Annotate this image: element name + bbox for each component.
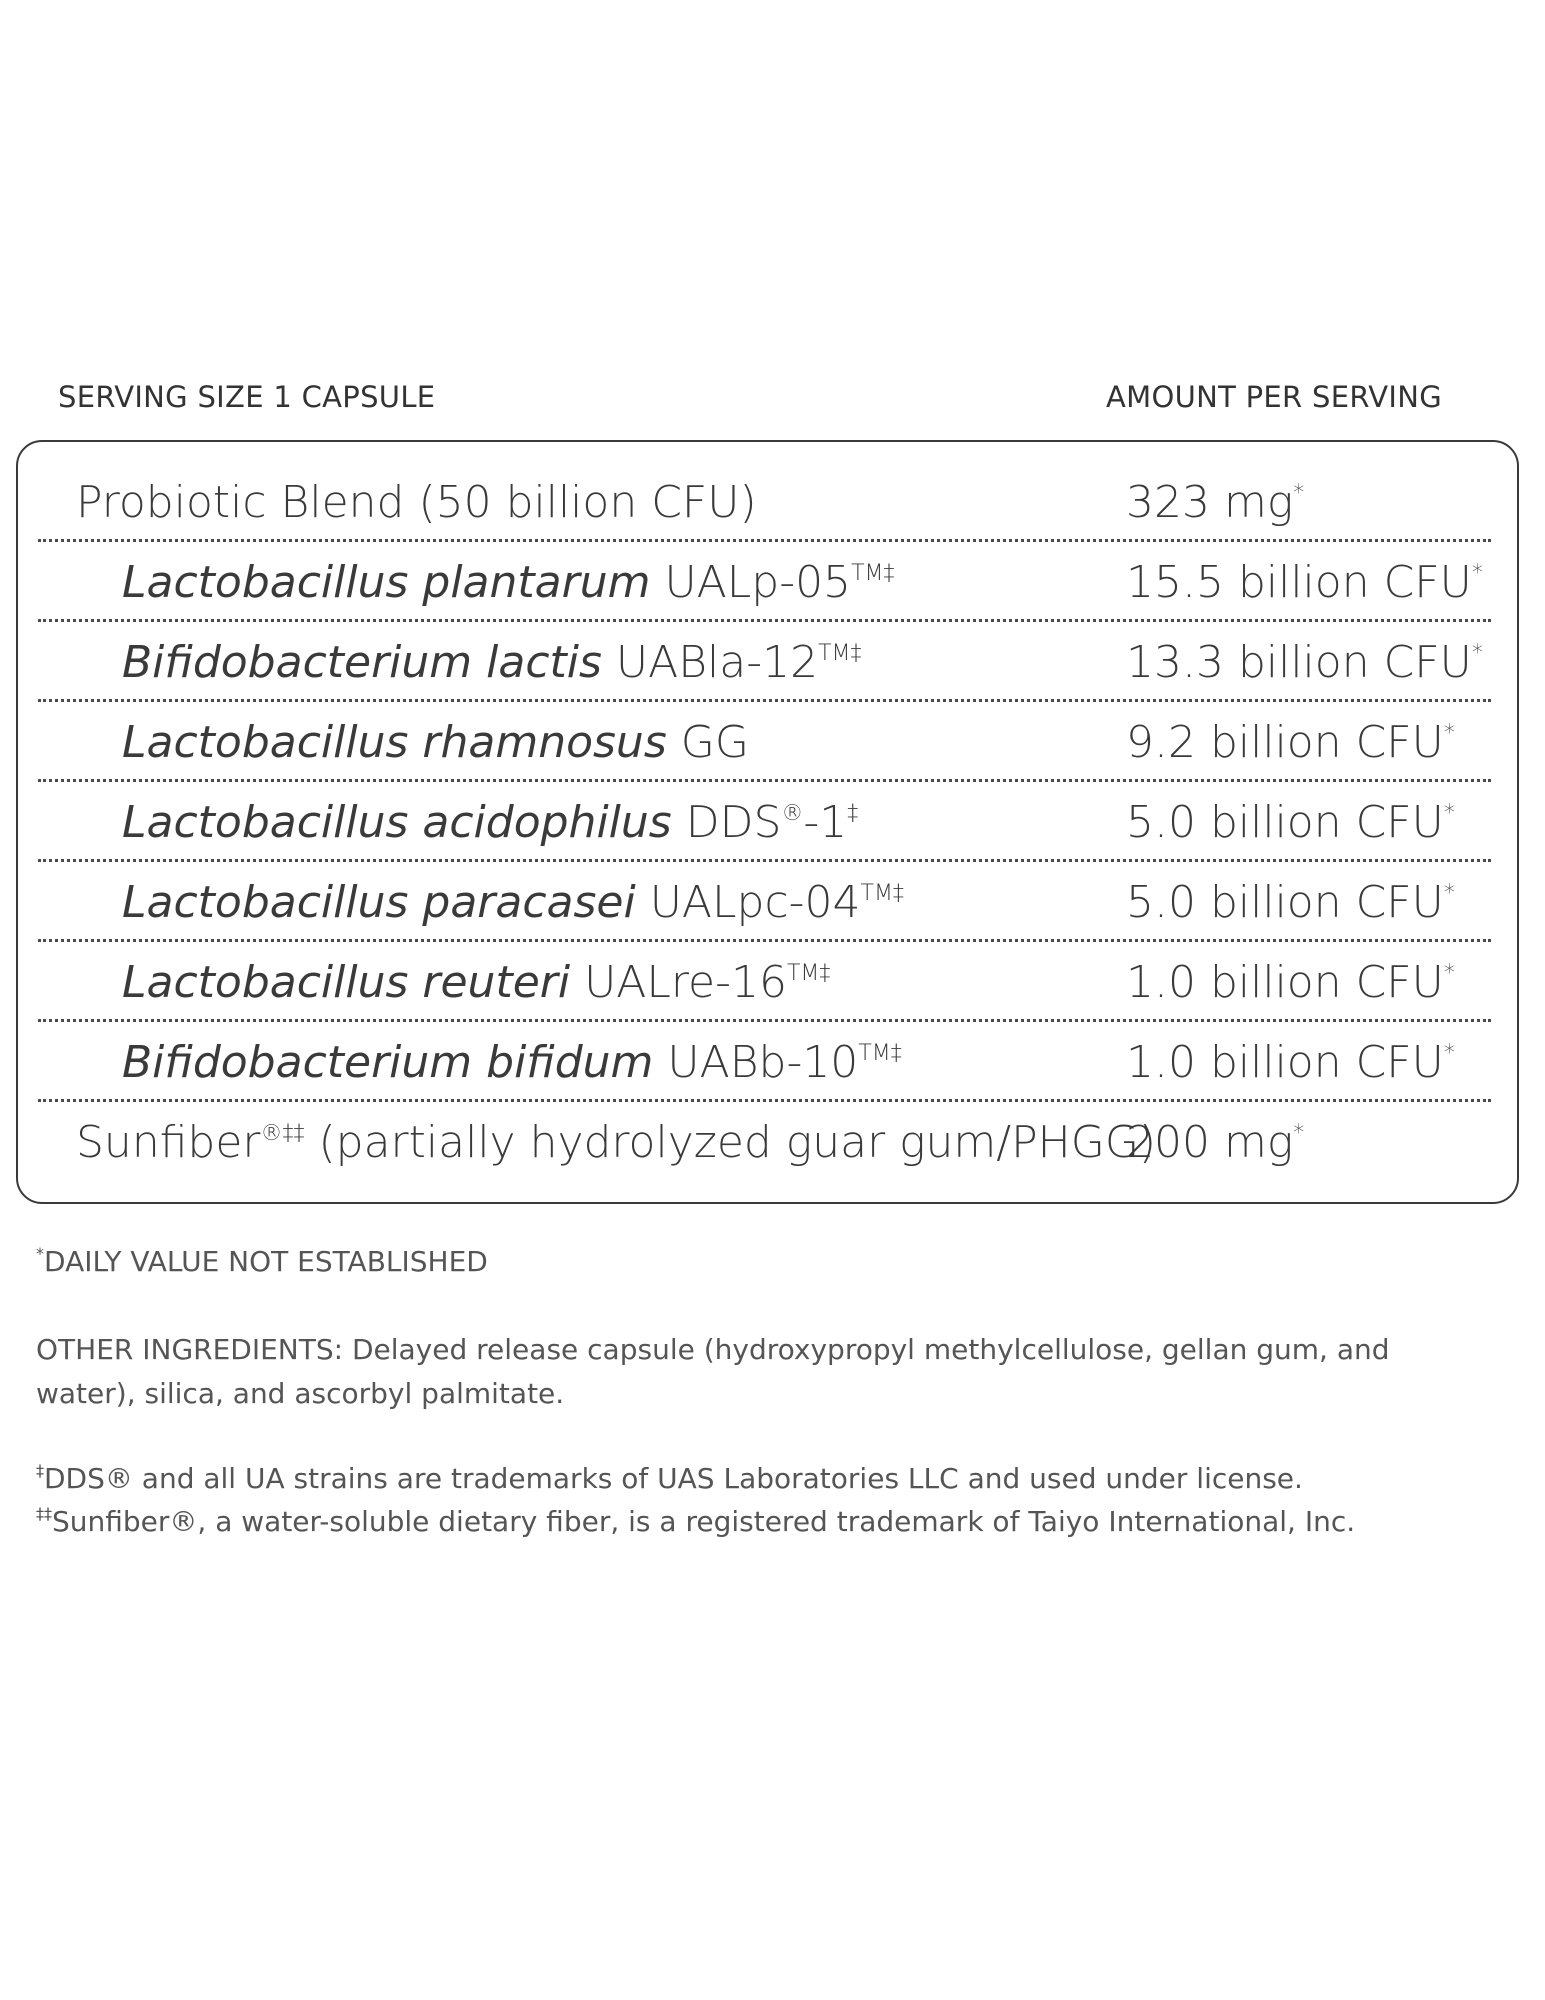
ingredient-amount: 15.5 billion CFU* — [1126, 557, 1483, 608]
ingredient-amount: 1.0 billion CFU* — [1126, 957, 1455, 1008]
table-row — [38, 1022, 1491, 1102]
table-row — [38, 782, 1491, 862]
daily-value-note: *DAILY VALUE NOT ESTABLISHED — [36, 1244, 488, 1278]
table-row — [38, 1102, 1491, 1182]
table-row — [38, 462, 1491, 542]
ingredient-amount: 9.2 billion CFU* — [1126, 717, 1455, 768]
ingredient-name: Bifidobacterium bifidum UABb-$10^{TM\ddagger}$ — [122, 1037, 902, 1088]
other-ingredients: OTHER INGREDIENTS: Delayed release capsule (hydroxypropyl methylcellulose, gellan gum, and water), silica, and ascorbyl palmitate. — [36, 1333, 1390, 1410]
serving-size-label: SERVING SIZE 1 CAPSULE — [58, 380, 436, 414]
ingredient-name: Sunfiber®‡‡ (partially hydrolyzed guar gum/PHGG) — [76, 1117, 1157, 1168]
trademark-footnote-2: ‡‡Sunfiber®, a water-soluble dietary fiber, is a registered trademark of Taiyo International, Inc. — [36, 1504, 1356, 1538]
trademark-footnote-1: ‡DDS® and all UA strains are trademarks of UAS Laboratories LLC and used under license. — [36, 1461, 1303, 1495]
amount-per-serving-label: AMOUNT PER SERVING — [1106, 380, 1442, 414]
ingredient-name: Lactobacillus plantarum UALp-$05^{TM\ddagger}$ — [122, 557, 895, 608]
table-row — [38, 542, 1491, 622]
ingredient-name: Bifidobacterium lactis UABla-$12^{TM\ddagger}$ — [122, 637, 862, 688]
ingredient-amount: 200 mg* — [1126, 1117, 1305, 1168]
ingredient-name: Lactobacillus rhamnosus GG — [122, 717, 749, 768]
ingredient-amount: 323 mg* — [1126, 477, 1305, 528]
table-row — [38, 622, 1491, 702]
ingredient-name: Lactobacillus paracasei UALpc-$04^{TM\ddagger}$ — [122, 877, 904, 928]
ingredient-amount: 5.0 billion CFU* — [1126, 877, 1455, 928]
ingredient-name: Probiotic Blend (50 billion CFU) — [76, 477, 757, 528]
table-row — [38, 862, 1491, 942]
ingredient-name: Lactobacillus reuteri UALre-$16^{TM\ddagger}$ — [122, 957, 831, 1008]
ingredient-amount: 1.0 billion CFU* — [1126, 1037, 1455, 1088]
table-row — [38, 942, 1491, 1022]
supplement-facts-panel — [16, 440, 1519, 1204]
table-row — [38, 702, 1491, 782]
ingredient-name: Lactobacillus acidophilus DDS®-1‡ — [122, 797, 859, 848]
ingredient-amount: 13.3 billion CFU* — [1126, 637, 1483, 688]
ingredient-amount: 5.0 billion CFU* — [1126, 797, 1455, 848]
